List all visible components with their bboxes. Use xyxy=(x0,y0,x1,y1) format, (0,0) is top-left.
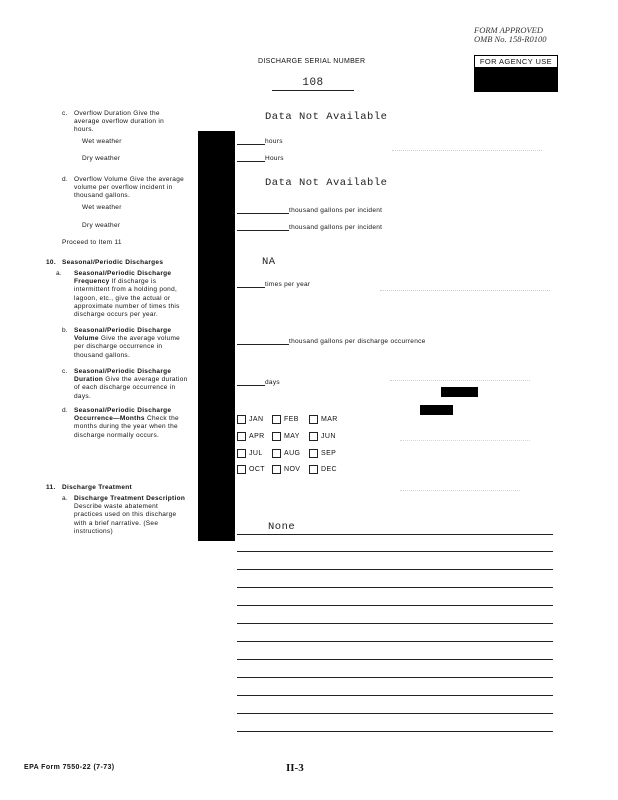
month-label: SEP xyxy=(321,450,337,457)
bleed-through-mark xyxy=(400,490,520,493)
left-redaction-bar xyxy=(198,131,235,541)
month-checkbox-oct[interactable] xyxy=(237,465,265,474)
section-c-wet-unit: hours xyxy=(265,138,283,145)
item-11-number: 11. xyxy=(46,484,56,491)
month-checkbox-sep[interactable] xyxy=(309,449,336,458)
section-d-wet-field[interactable] xyxy=(237,205,382,214)
section-d-wet-unit: thousand gallons per incident xyxy=(289,207,383,214)
item-10b-field[interactable] xyxy=(237,336,426,345)
month-checkbox-jun[interactable] xyxy=(309,432,336,441)
checkbox-icon xyxy=(237,449,246,458)
checkbox-icon xyxy=(272,432,281,441)
item-10d-letter: d. xyxy=(62,407,69,414)
item-11a-title: Discharge Treatment Description xyxy=(74,495,186,502)
item-10b-title: Seasonal/Periodic Discharge Volume xyxy=(74,327,172,343)
item-10c-title: Seasonal/Periodic Discharge Duration xyxy=(74,368,172,384)
month-checkbox-apr[interactable] xyxy=(237,432,265,441)
month-label: FEB xyxy=(284,416,299,423)
checkbox-icon xyxy=(272,449,281,458)
month-checkbox-jan[interactable] xyxy=(237,415,263,424)
serial-number-field[interactable] xyxy=(272,72,354,91)
section-d-letter: d. xyxy=(62,176,69,183)
narrative-line xyxy=(237,659,553,660)
item-10b-text: Give the average volume per discharge occurrence in thousand gallons. xyxy=(74,335,181,359)
checkbox-icon xyxy=(309,432,318,441)
item-10a-letter: a. xyxy=(56,270,63,277)
month-checkbox-mar[interactable] xyxy=(309,415,338,424)
form-approved-label: FORM APPROVED xyxy=(474,25,544,35)
item-10c-letter: c. xyxy=(62,368,68,375)
item-10b-question xyxy=(74,327,186,360)
section-d-question xyxy=(74,176,186,201)
item-10-title: Seasonal/Periodic Discharges xyxy=(62,259,164,266)
narrative-line xyxy=(237,623,553,624)
month-checkbox-aug[interactable] xyxy=(272,449,300,458)
month-label: AUG xyxy=(284,450,301,457)
section-c-title: Overflow Duration xyxy=(74,110,132,117)
checkbox-icon xyxy=(309,415,318,424)
bleed-through-mark xyxy=(392,150,542,153)
section-d-dry-field[interactable] xyxy=(237,222,382,231)
section-d-typed-answer: Data Not Available xyxy=(265,177,388,189)
item-11-title: Discharge Treatment xyxy=(62,484,133,491)
omb-number: OMB No. 158-R0100 xyxy=(474,34,547,44)
checkbox-icon xyxy=(272,465,281,474)
month-checkbox-nov[interactable] xyxy=(272,465,300,474)
item-11a-typed-answer: None xyxy=(268,521,296,533)
narrative-line xyxy=(237,569,553,570)
month-label: APR xyxy=(249,433,265,440)
bleed-through-mark xyxy=(380,290,550,293)
item-11a-text: Describe waste abatement practices used on this discharge with a brief narrative. (See instructions) xyxy=(74,503,177,535)
item-10a-question xyxy=(74,270,186,319)
item-10-number: 10. xyxy=(46,259,56,266)
narrative-line xyxy=(237,551,553,552)
item-11a-letter: a. xyxy=(62,495,69,502)
section-d-wet-label: Wet weather xyxy=(82,204,122,211)
section-c-question xyxy=(74,110,184,135)
month-label: JUN xyxy=(321,433,336,440)
section-d-title: Overflow Volume xyxy=(74,176,128,183)
item-10a-typed-answer: NA xyxy=(262,256,276,268)
checkbox-icon xyxy=(237,415,246,424)
redaction-box xyxy=(441,387,478,397)
month-label: MAY xyxy=(284,433,300,440)
narrative-line xyxy=(237,713,553,714)
narrative-line xyxy=(237,534,553,535)
item-10c-text: Give the average duration of each discharge occurrence in days. xyxy=(74,376,188,400)
redaction-box xyxy=(420,405,453,415)
item-10d-text: Check the months during the year when the discharge normally occurs. xyxy=(74,415,179,439)
item-10a-text: If discharge is intermittent from a holding pond, lagoon, etc., give the actual or approximate number of times this discharge occurs per year. xyxy=(74,278,180,319)
page-number: II-3 xyxy=(286,762,304,774)
item-10b-letter: b. xyxy=(62,327,69,334)
narrative-line xyxy=(237,731,553,732)
narrative-line xyxy=(237,641,553,642)
month-label: JAN xyxy=(249,416,264,423)
section-d-dry-label: Dry weather xyxy=(82,222,121,229)
month-label: OCT xyxy=(249,466,265,473)
item-10d-question xyxy=(74,407,188,440)
month-label: JUL xyxy=(249,450,263,457)
month-label: NOV xyxy=(284,466,301,473)
checkbox-icon xyxy=(272,415,281,424)
item-10c-unit: days xyxy=(265,379,280,386)
month-label: DEC xyxy=(321,466,337,473)
serial-number-value: 108 xyxy=(302,77,324,89)
checkbox-icon xyxy=(309,449,318,458)
serial-number-label: DISCHARGE SERIAL NUMBER xyxy=(258,58,366,65)
bleed-through-mark xyxy=(400,440,530,443)
month-checkbox-may[interactable] xyxy=(272,432,300,441)
month-label: MAR xyxy=(321,416,338,423)
narrative-line xyxy=(237,695,553,696)
month-checkbox-jul[interactable] xyxy=(237,449,263,458)
agency-use-label: FOR AGENCY USE xyxy=(474,55,558,68)
section-c-wet-field[interactable] xyxy=(237,136,283,145)
agency-use-redaction xyxy=(474,67,558,92)
section-d-dry-unit: thousand gallons per incident xyxy=(289,224,383,231)
section-d-text: Give the average volume per overflow incident in thousand gallons. xyxy=(74,176,185,200)
item-11a-question xyxy=(74,495,186,536)
item-10b-unit: thousand gallons per discharge occurrence xyxy=(289,338,426,345)
section-c-dry-label: Dry weather xyxy=(82,155,121,162)
item-10a-unit: times per year xyxy=(265,281,311,288)
section-c-letter: c. xyxy=(62,110,68,117)
section-c-typed-answer: Data Not Available xyxy=(265,111,388,123)
item-10c-field[interactable] xyxy=(237,377,280,386)
item-10a-field[interactable] xyxy=(237,279,310,288)
checkbox-icon xyxy=(237,432,246,441)
item-10a-title: Seasonal/Periodic Discharge Frequency xyxy=(74,270,172,286)
month-checkbox-feb[interactable] xyxy=(272,415,299,424)
form-approved-stamp xyxy=(474,26,546,44)
proceed-instruction: Proceed to Item 11 xyxy=(62,239,122,246)
bleed-through-mark xyxy=(390,380,530,383)
narrative-line xyxy=(237,605,553,606)
section-c-wet-label: Wet weather xyxy=(82,138,122,145)
month-checkbox-dec[interactable] xyxy=(309,465,337,474)
checkbox-icon xyxy=(237,465,246,474)
section-c-text: Give the average overflow duration in hours. xyxy=(74,110,165,134)
checkbox-icon xyxy=(309,465,318,474)
narrative-line xyxy=(237,677,553,678)
narrative-line xyxy=(237,587,553,588)
form-id: EPA Form 7550-22 (7-73) xyxy=(24,764,115,771)
item-10c-question xyxy=(74,368,188,401)
item-10d-title: Seasonal/Periodic Discharge Occurrence—Months xyxy=(74,407,172,423)
section-c-dry-unit: Hours xyxy=(265,155,284,162)
section-c-dry-field[interactable] xyxy=(237,153,284,162)
